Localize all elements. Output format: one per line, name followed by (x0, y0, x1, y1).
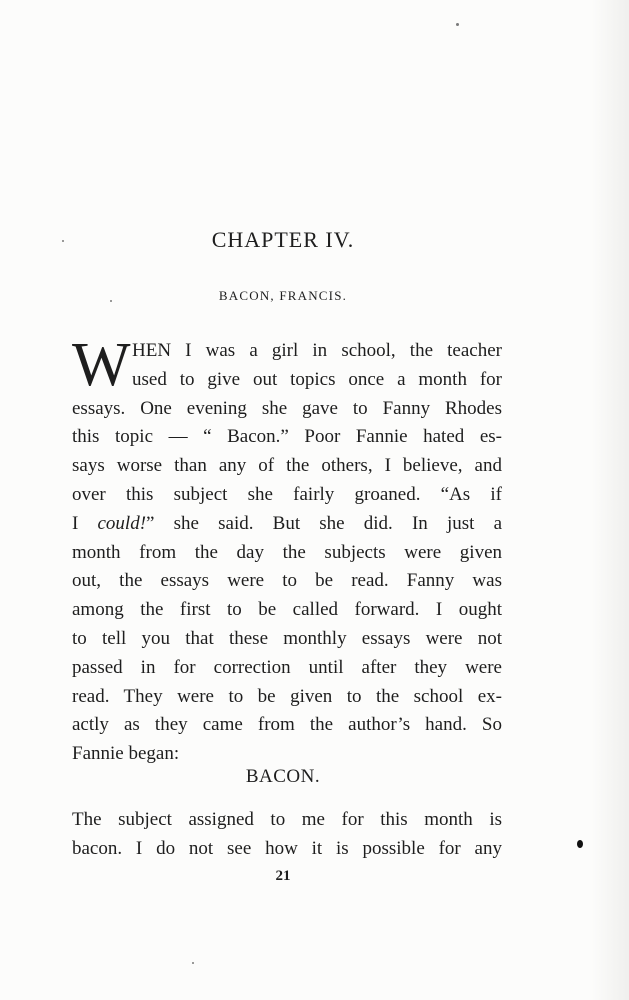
paper-speck (456, 23, 459, 26)
text-line: bacon. I do not see how it is possible for any (72, 837, 502, 859)
chapter-title: CHAPTER IV. (211, 227, 355, 252)
text-line: Fannie began: (72, 743, 180, 765)
text-line: essays. One evening she gave to Fanny Rhodes (72, 397, 502, 419)
text-line: passed in for correction until after they were (72, 656, 502, 678)
drop-cap: W (72, 331, 131, 399)
text-line: actly as they came from the author’s hand. So (72, 714, 502, 736)
essay-heading: BACON. (245, 766, 321, 787)
opening-paragraph (72, 395, 502, 769)
text-line: among the first to be called forward. I ought (72, 599, 502, 621)
text-line: to tell you that these monthly essays were not (72, 627, 502, 649)
chapter-subtitle: BACON, FRANCIS. (218, 288, 348, 303)
page-edge-shadow (591, 0, 629, 1000)
text-line: this topic — “ Bacon.” Poor Fannie hated es- (72, 426, 502, 448)
paper-speck (192, 962, 194, 964)
text-line-with-italic (72, 510, 502, 539)
opening-first-lines (132, 337, 502, 395)
page-number: 21 (275, 868, 291, 884)
paper-speck (62, 240, 64, 242)
text-line: read. They were to be given to the school ex- (72, 685, 502, 707)
text-line: over this subject she fairly groaned. “As if (72, 483, 502, 505)
italic-word: could! (97, 512, 147, 534)
text-line: The subject assigned to me for this month is (72, 809, 502, 830)
ink-dot (577, 840, 583, 848)
text-line: HEN I was a girl in school, the teacher (132, 340, 502, 361)
paper-speck (110, 300, 112, 302)
text-line: out, the essays were to be read. Fanny was (72, 570, 502, 592)
text-line: month from the day the subjects were given (72, 541, 502, 563)
text-fragment: ” she said. But she did. In just a (146, 512, 502, 534)
essay-paragraph (72, 806, 502, 864)
text-line: used to give out topics once a month for (132, 368, 502, 390)
text-fragment: I (72, 512, 98, 534)
text-line: says worse than any of the others, I believe, and (72, 455, 502, 477)
